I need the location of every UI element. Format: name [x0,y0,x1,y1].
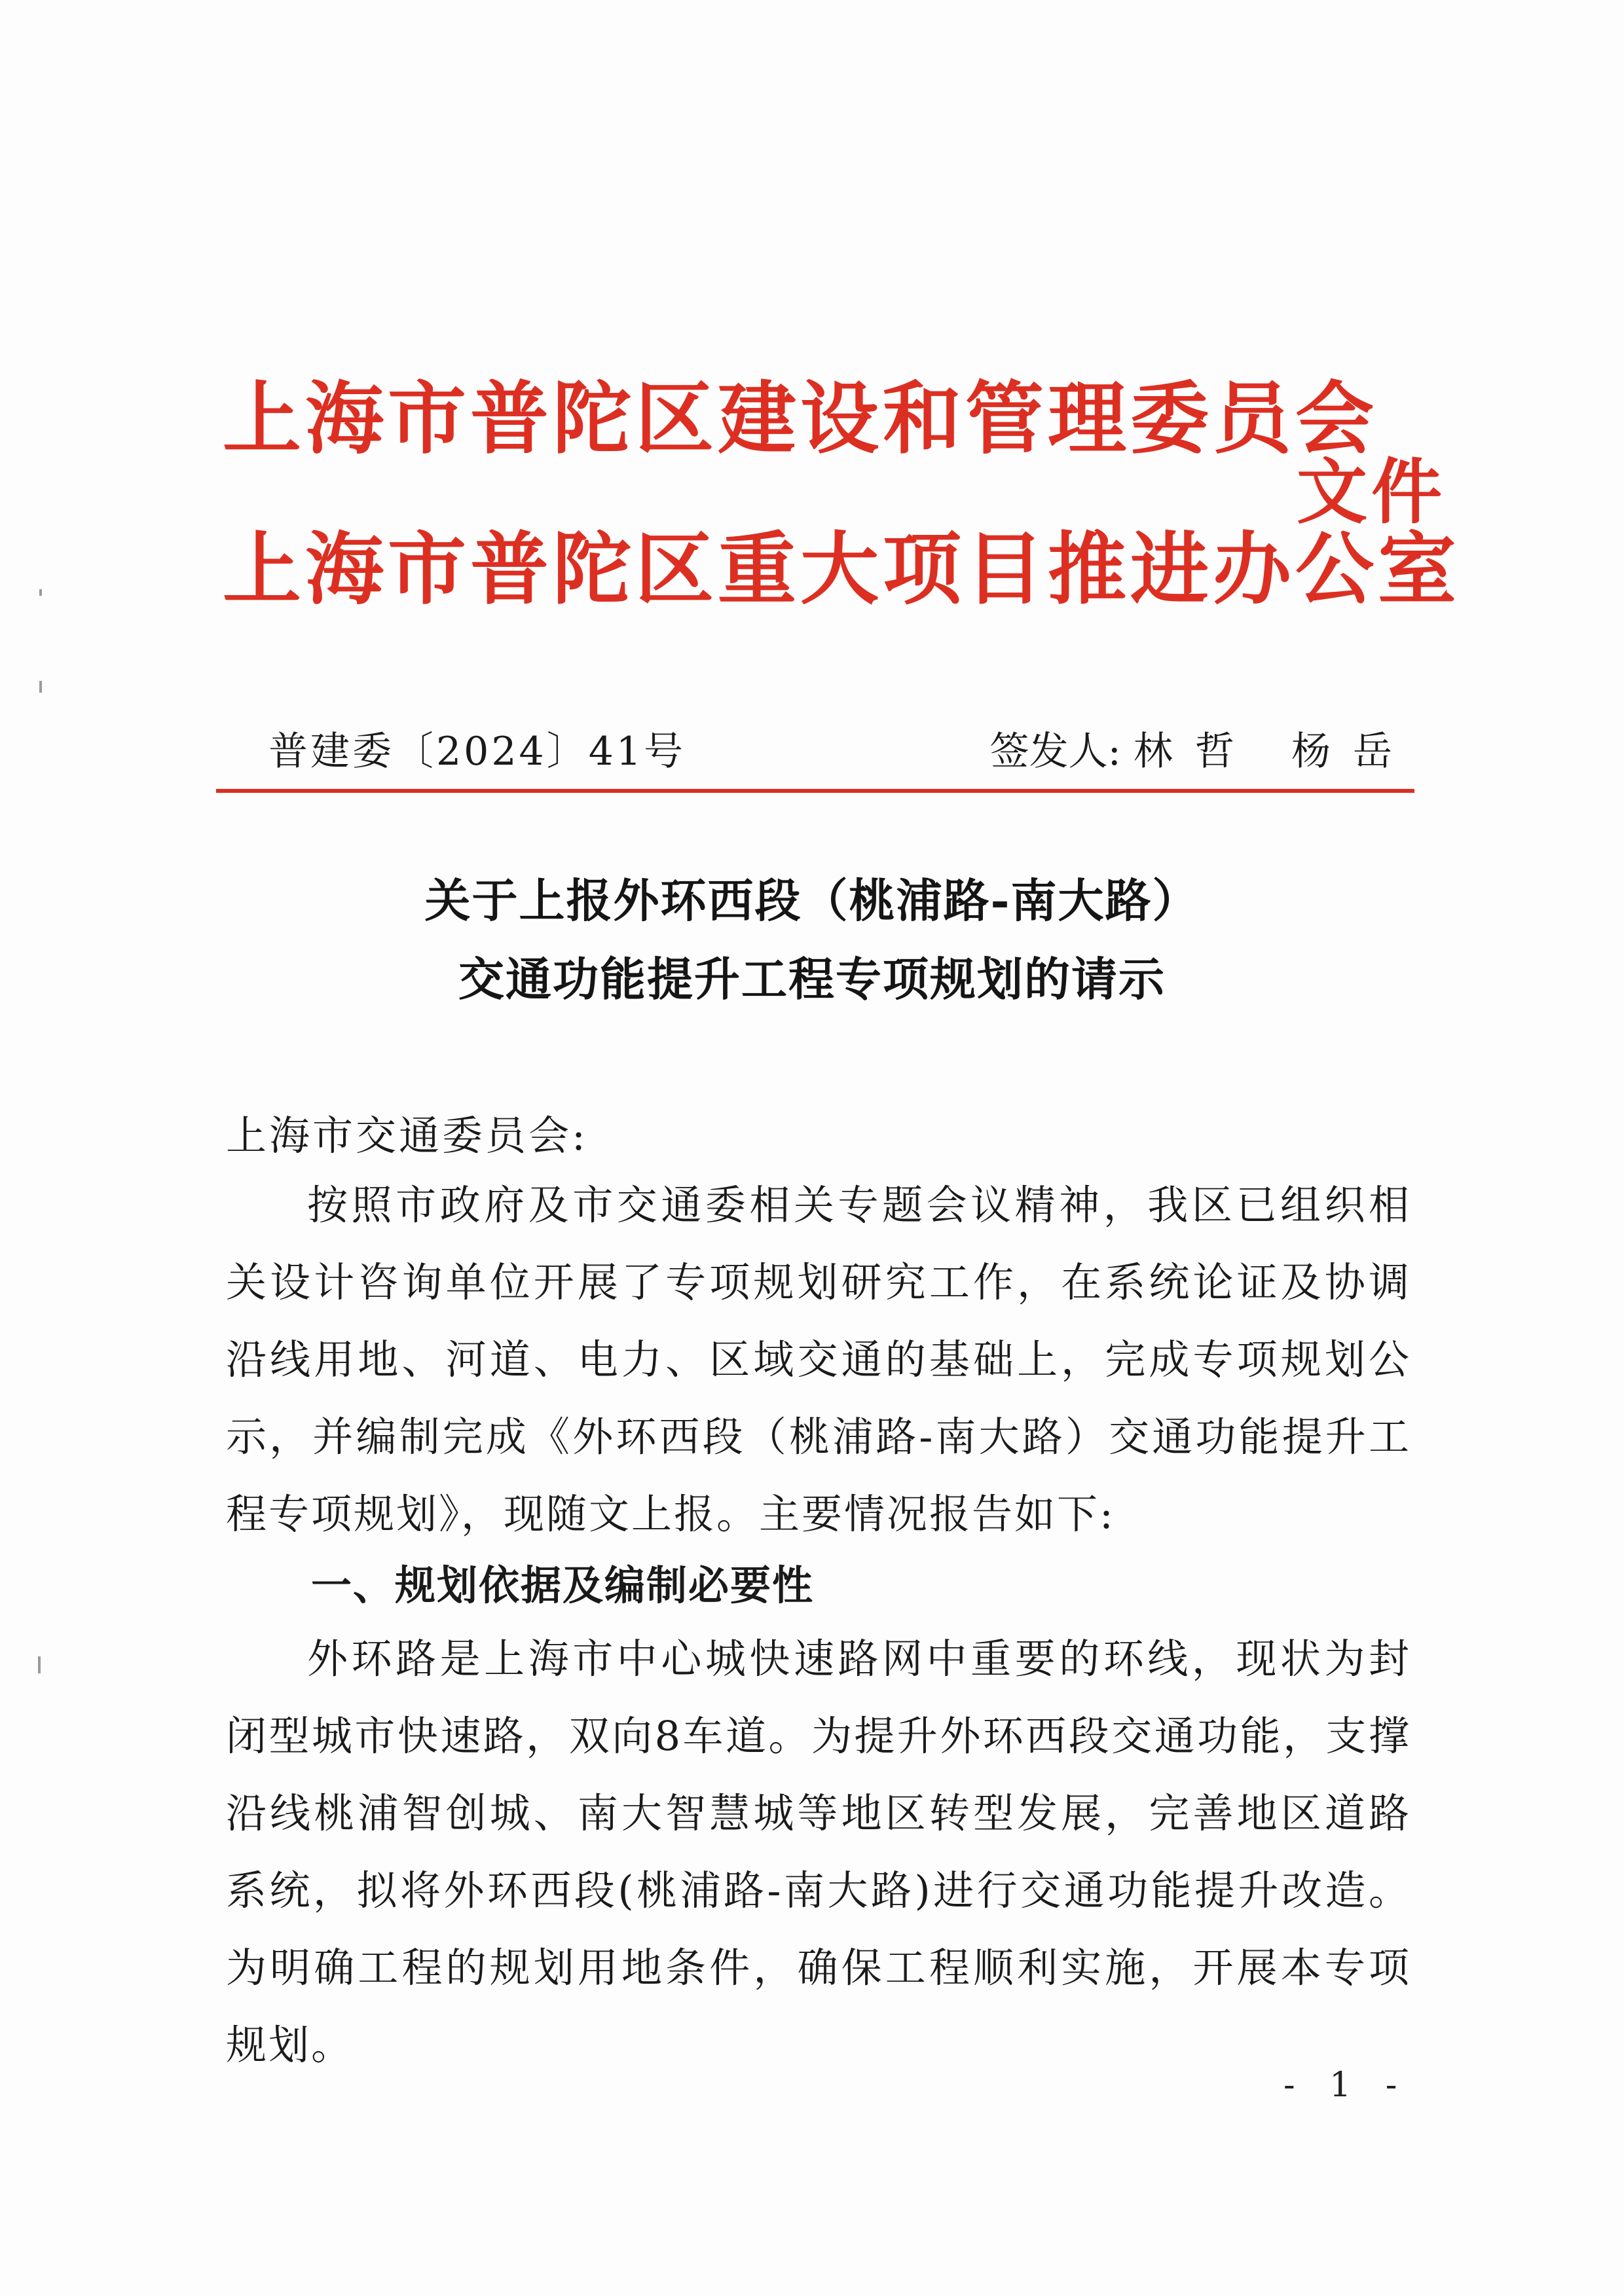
document-meta-row [262,720,1414,773]
body-paragraph-1: 按照市政府及市交通委相关专题会议精神，我区已组织相关设计咨询单位开展了专项规划研究工作，在系统论证及协调沿线用地、河道、电力、区域交通的基础上，完成专项规划公示，并编制完成《外环西段（桃浦路-南大路）交通功能提升工程专项规划》，现随文上报。主要情况报告如下: [226,1181,1411,1538]
body-paragraph-2: 外环路是上海市中心城快速路网中重要的环线，现状为封闭型城市快速路，双向8车道。为提升外环西段交通功能，支撑沿线桃浦智创城、南大智慧城等地区转型发展，完善地区道路系统，拟将外环西段(桃浦路-南大路)进行交通功能提升改造。为明确工程的规划用地条件，确保工程顺利实施，开展本专项规划。 [226,1635,1411,2069]
salutation: 上海市交通委员会: [226,1112,588,1159]
scan-mark [39,681,42,693]
issuing-organization-2: 上海市普陀区重大项目推进办公室 [223,523,1460,615]
scan-mark [39,589,42,596]
section-heading-1: 一、规划依据及编制必要性 [311,1561,815,1609]
document-number: 普建委〔2024〕41号 [268,729,686,774]
document-title-line-2: 交通功能提升工程专项规划的请示 [458,952,1166,1006]
signer [990,720,1414,776]
issuing-organization-1: 上海市普陀区建设和管理委员会 [223,373,1378,465]
scan-mark [38,1656,41,1673]
red-masthead [223,367,1467,629]
page-number: - 1 - [1283,2066,1409,2105]
signer-names: 林哲 杨岳 [1133,729,1414,774]
signer-label: 签发人: [989,729,1121,774]
document-title-line-1: 关于上报外环西段（桃浦路-南大路） [424,873,1200,928]
red-separator-line [216,789,1414,793]
masthead-suffix: 文件 [1297,451,1447,534]
